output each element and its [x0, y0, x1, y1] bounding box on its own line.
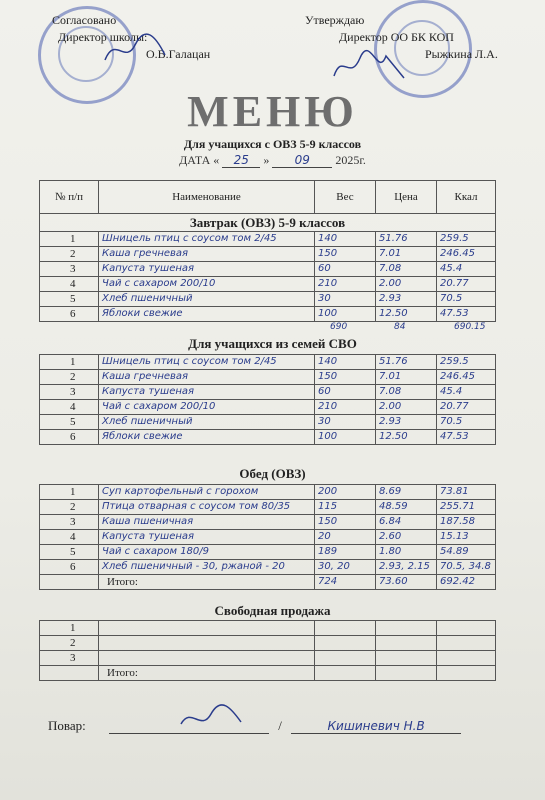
header-price: Цена: [376, 181, 437, 214]
row-number: 4: [40, 530, 99, 545]
dish-kcal: 20.77: [437, 277, 496, 292]
lunch-total-row: [40, 575, 496, 590]
dish-weight: 200: [315, 485, 376, 500]
dish-price: 7.01: [376, 247, 437, 262]
lunch-total-weight: 724: [315, 575, 376, 590]
table-row: [40, 500, 496, 515]
left-signature: [100, 30, 170, 70]
dish-price: 51.76: [376, 355, 437, 370]
menu-table-breakfast: [39, 180, 496, 322]
approved-label: Согласовано: [52, 13, 117, 27]
date-day: 25: [222, 153, 260, 168]
dish-price: 7.08: [376, 385, 437, 400]
dish-weight: 100: [315, 307, 376, 322]
section-svo: Для учащихся из семей СВО: [188, 336, 357, 351]
dish-weight: 140: [315, 232, 376, 247]
table-row: [40, 415, 496, 430]
date-prefix: ДАТА «: [179, 153, 220, 167]
row-number: 1: [40, 232, 99, 247]
dish-kcal: 45.4: [437, 385, 496, 400]
right-signature: [330, 48, 410, 88]
date-month: 09: [272, 153, 332, 168]
row-number: 2: [40, 636, 99, 651]
dish-name: Хлеб пшеничный: [99, 415, 315, 430]
dish-name: Шницель птиц с соусом том 2/45: [99, 232, 315, 247]
table-row: [40, 232, 496, 247]
row-number: 4: [40, 277, 99, 292]
row-number: 3: [40, 385, 99, 400]
header-name: Наименование: [99, 181, 315, 214]
dish-name: Капуста тушеная: [99, 385, 315, 400]
dish-kcal: 246.45: [437, 370, 496, 385]
dish-name: Птица отварная с соусом том 80/35: [99, 500, 315, 515]
dish-weight: 20: [315, 530, 376, 545]
dish-price: 8.69: [376, 485, 437, 500]
table-row: [40, 545, 496, 560]
school-director-label: Директор школы:: [58, 30, 148, 44]
table-row: [40, 292, 496, 307]
dish-name: Капуста тушеная: [99, 530, 315, 545]
dish-name: Шницель птиц с соусом том 2/45: [99, 355, 315, 370]
menu-table-lunch: [39, 484, 496, 590]
section-free-sale: Свободная продажа: [214, 603, 331, 618]
dish-weight: 30: [315, 292, 376, 307]
table-header-row: [40, 181, 496, 214]
header-num: № п/п: [40, 181, 99, 214]
table-row: [40, 355, 496, 370]
dish-price: 7.08: [376, 262, 437, 277]
dish-weight: 189: [315, 545, 376, 560]
dish-weight: 30: [315, 415, 376, 430]
table-row: [40, 385, 496, 400]
dish-price: 2.60: [376, 530, 437, 545]
row-number: 1: [40, 355, 99, 370]
dish-weight: 140: [315, 355, 376, 370]
table-row: [40, 307, 496, 322]
lunch-total-price: 73.60: [376, 575, 437, 590]
dish-name: Чай с сахаром 200/10: [99, 400, 315, 415]
dish-price: 48.59: [376, 500, 437, 515]
page-subtitle: Для учащихся с ОВЗ 5-9 классов: [183, 137, 362, 151]
cook-label: Повар:: [48, 718, 86, 733]
dish-kcal: 255.71: [437, 500, 496, 515]
table-row: [40, 370, 496, 385]
dish-kcal: 259.5: [437, 232, 496, 247]
dish-name: Яблоки свежие: [99, 430, 315, 445]
row-number: 6: [40, 307, 99, 322]
dish-weight: 60: [315, 262, 376, 277]
dish-name: Хлеб пшеничный - 30, ржаной - 20: [99, 560, 315, 575]
dish-price: 2.00: [376, 277, 437, 292]
dish-price: 12.50: [376, 307, 437, 322]
dish-kcal: 15.13: [437, 530, 496, 545]
dish-kcal: 187.58: [437, 515, 496, 530]
row-number: 3: [40, 515, 99, 530]
dish-weight: 60: [315, 385, 376, 400]
lunch-total-label: Итого:: [99, 575, 315, 590]
dish-price: 2.93, 2.15: [376, 560, 437, 575]
dish-price: 51.76: [376, 232, 437, 247]
dish-kcal: 70.5: [437, 292, 496, 307]
date-year: 2025г.: [335, 153, 366, 167]
dish-price: 12.50: [376, 430, 437, 445]
dish-weight: 210: [315, 400, 376, 415]
section-breakfast: Завтрак (ОВЗ) 5-9 классов: [40, 214, 496, 232]
dish-weight: 30, 20: [315, 560, 376, 575]
row-number: 5: [40, 545, 99, 560]
school-director-name: О.В.Галацан: [146, 47, 211, 61]
row-number: 3: [40, 262, 99, 277]
dish-name: Чай с сахаром 180/9: [99, 545, 315, 560]
dish-weight: 150: [315, 370, 376, 385]
header-kcal: Ккал: [437, 181, 496, 214]
dish-kcal: 73.81: [437, 485, 496, 500]
row-number: 1: [40, 621, 99, 636]
menu-table-free-sale: [39, 620, 496, 681]
dish-price: 2.93: [376, 292, 437, 307]
dish-price: 2.00: [376, 400, 437, 415]
dish-price: 1.80: [376, 545, 437, 560]
dish-name: Каша пшеничная: [99, 515, 315, 530]
free-total-label: Итого:: [99, 666, 315, 681]
dish-name: Капуста тушеная: [99, 262, 315, 277]
row-number: 2: [40, 500, 99, 515]
dish-price: 6.84: [376, 515, 437, 530]
date-middle: »: [263, 153, 270, 167]
dish-kcal: 47.53: [437, 307, 496, 322]
free-total-row: [40, 666, 496, 681]
table-row: [40, 651, 496, 666]
dish-weight: 150: [315, 515, 376, 530]
dish-kcal: 45.4: [437, 262, 496, 277]
row-number: 5: [40, 415, 99, 430]
cook-name: Кишиневич Н.В: [291, 719, 461, 734]
dish-kcal: 70.5, 34.8: [437, 560, 496, 575]
table-row: [40, 621, 496, 636]
table-row: [40, 530, 496, 545]
dish-weight: 210: [315, 277, 376, 292]
table-row: [40, 277, 496, 292]
org-director-name: Рыжкина Л.А.: [425, 47, 498, 61]
table-row: [40, 430, 496, 445]
dish-name: Чай с сахаром 200/10: [99, 277, 315, 292]
table-row: [40, 560, 496, 575]
document-page: Согласовано Директор школы: О.В.Галацан Утверждаю Директор ОО БК КОП Рыжкина Л.А. МЕНЮ Для учащихся с ОВЗ 5-9 классов ДАТА « 25 » 09 2025г. № п/п Наименование Вес Цена Ккал Завтрак (ОВЗ) 5-9 классов 1 Шницель птиц с соусом том 2/45 140 51.76 259.5 2 Каша гречневая 150 7.01 246.45 3 Капуста тушеная 60 7.08 45.4 4 Чай с сахаром 200/10 210 2.00 20.77 5 Хлеб пшеничный 30 2.93 70.5 6 Яблоки свежие 100 12.50 47.53 690 84 690.15 Для учащихся из семей СВО 1 Шницель птиц с соусом том 2/45 140 51.76 259.5 2 Каша гречневая 150 7.01 246.45 3 Капуста тушеная 60 7.08 45.4 4 Чай с сахаром 200/10 210 2.00 20.77 5 Хлеб пшеничный 30 2.93 70.5 6 Яблоки свежие 100 12.50 47.53 Обед (ОВЗ) 1 Суп картофельный с горохом 200 8.69 73.81 2 Птица отварная с соусом том 80/35 115 48.59 255.71 3 Каша пшеничная 150 6.84 187.58 4 Капуста тушеная 20 2.60 15.13 5 Чай с сахаром 180/9 189 1.80 54.89 6 Хлеб пшеничный - 30, ржаной - 20 30, 20 2.93, 2.15 70.5, 34.8 Итого: 724 73.60 692.42 Свободная продажа 1 2 3 Итого: Повар: / Кишиневич Н.В: [0, 0, 545, 800]
dish-price: 2.93: [376, 415, 437, 430]
row-number: 3: [40, 651, 99, 666]
dish-name: Суп картофельный с горохом: [99, 485, 315, 500]
table-row: [40, 247, 496, 262]
header-weight: Вес: [315, 181, 376, 214]
page-title: МЕНЮ: [187, 87, 358, 136]
menu-table-svo: [39, 354, 496, 445]
row-number: 6: [40, 430, 99, 445]
table-row: [40, 485, 496, 500]
org-director-label: Директор ОО БК КОП: [339, 30, 454, 44]
dish-kcal: 20.77: [437, 400, 496, 415]
row-number: 5: [40, 292, 99, 307]
date-line: [0, 153, 545, 168]
dish-name: Яблоки свежие: [99, 307, 315, 322]
dish-name: Каша гречневая: [99, 370, 315, 385]
dish-name: Каша гречневая: [99, 247, 315, 262]
dish-kcal: 54.89: [437, 545, 496, 560]
row-number: 2: [40, 370, 99, 385]
dish-weight: 115: [315, 500, 376, 515]
dish-kcal: 70.5: [437, 415, 496, 430]
row-number: 4: [40, 400, 99, 415]
table-row: [40, 515, 496, 530]
table-row: [40, 400, 496, 415]
dish-kcal: 246.45: [437, 247, 496, 262]
table-row: [40, 262, 496, 277]
dish-price: 7.01: [376, 370, 437, 385]
table-row: [40, 636, 496, 651]
lunch-total-kcal: 692.42: [437, 575, 496, 590]
row-number: 6: [40, 560, 99, 575]
approve-label: Утверждаю: [305, 13, 365, 27]
dish-weight: 100: [315, 430, 376, 445]
footer-cook: Повар: / Кишиневич Н.В: [48, 718, 461, 734]
dish-kcal: 47.53: [437, 430, 496, 445]
row-number: 2: [40, 247, 99, 262]
row-number: 1: [40, 485, 99, 500]
dish-weight: 150: [315, 247, 376, 262]
section-lunch: Обед (ОВЗ): [239, 466, 306, 481]
dish-name: Хлеб пшеничный: [99, 292, 315, 307]
dish-kcal: 259.5: [437, 355, 496, 370]
cook-signature: [176, 704, 246, 734]
